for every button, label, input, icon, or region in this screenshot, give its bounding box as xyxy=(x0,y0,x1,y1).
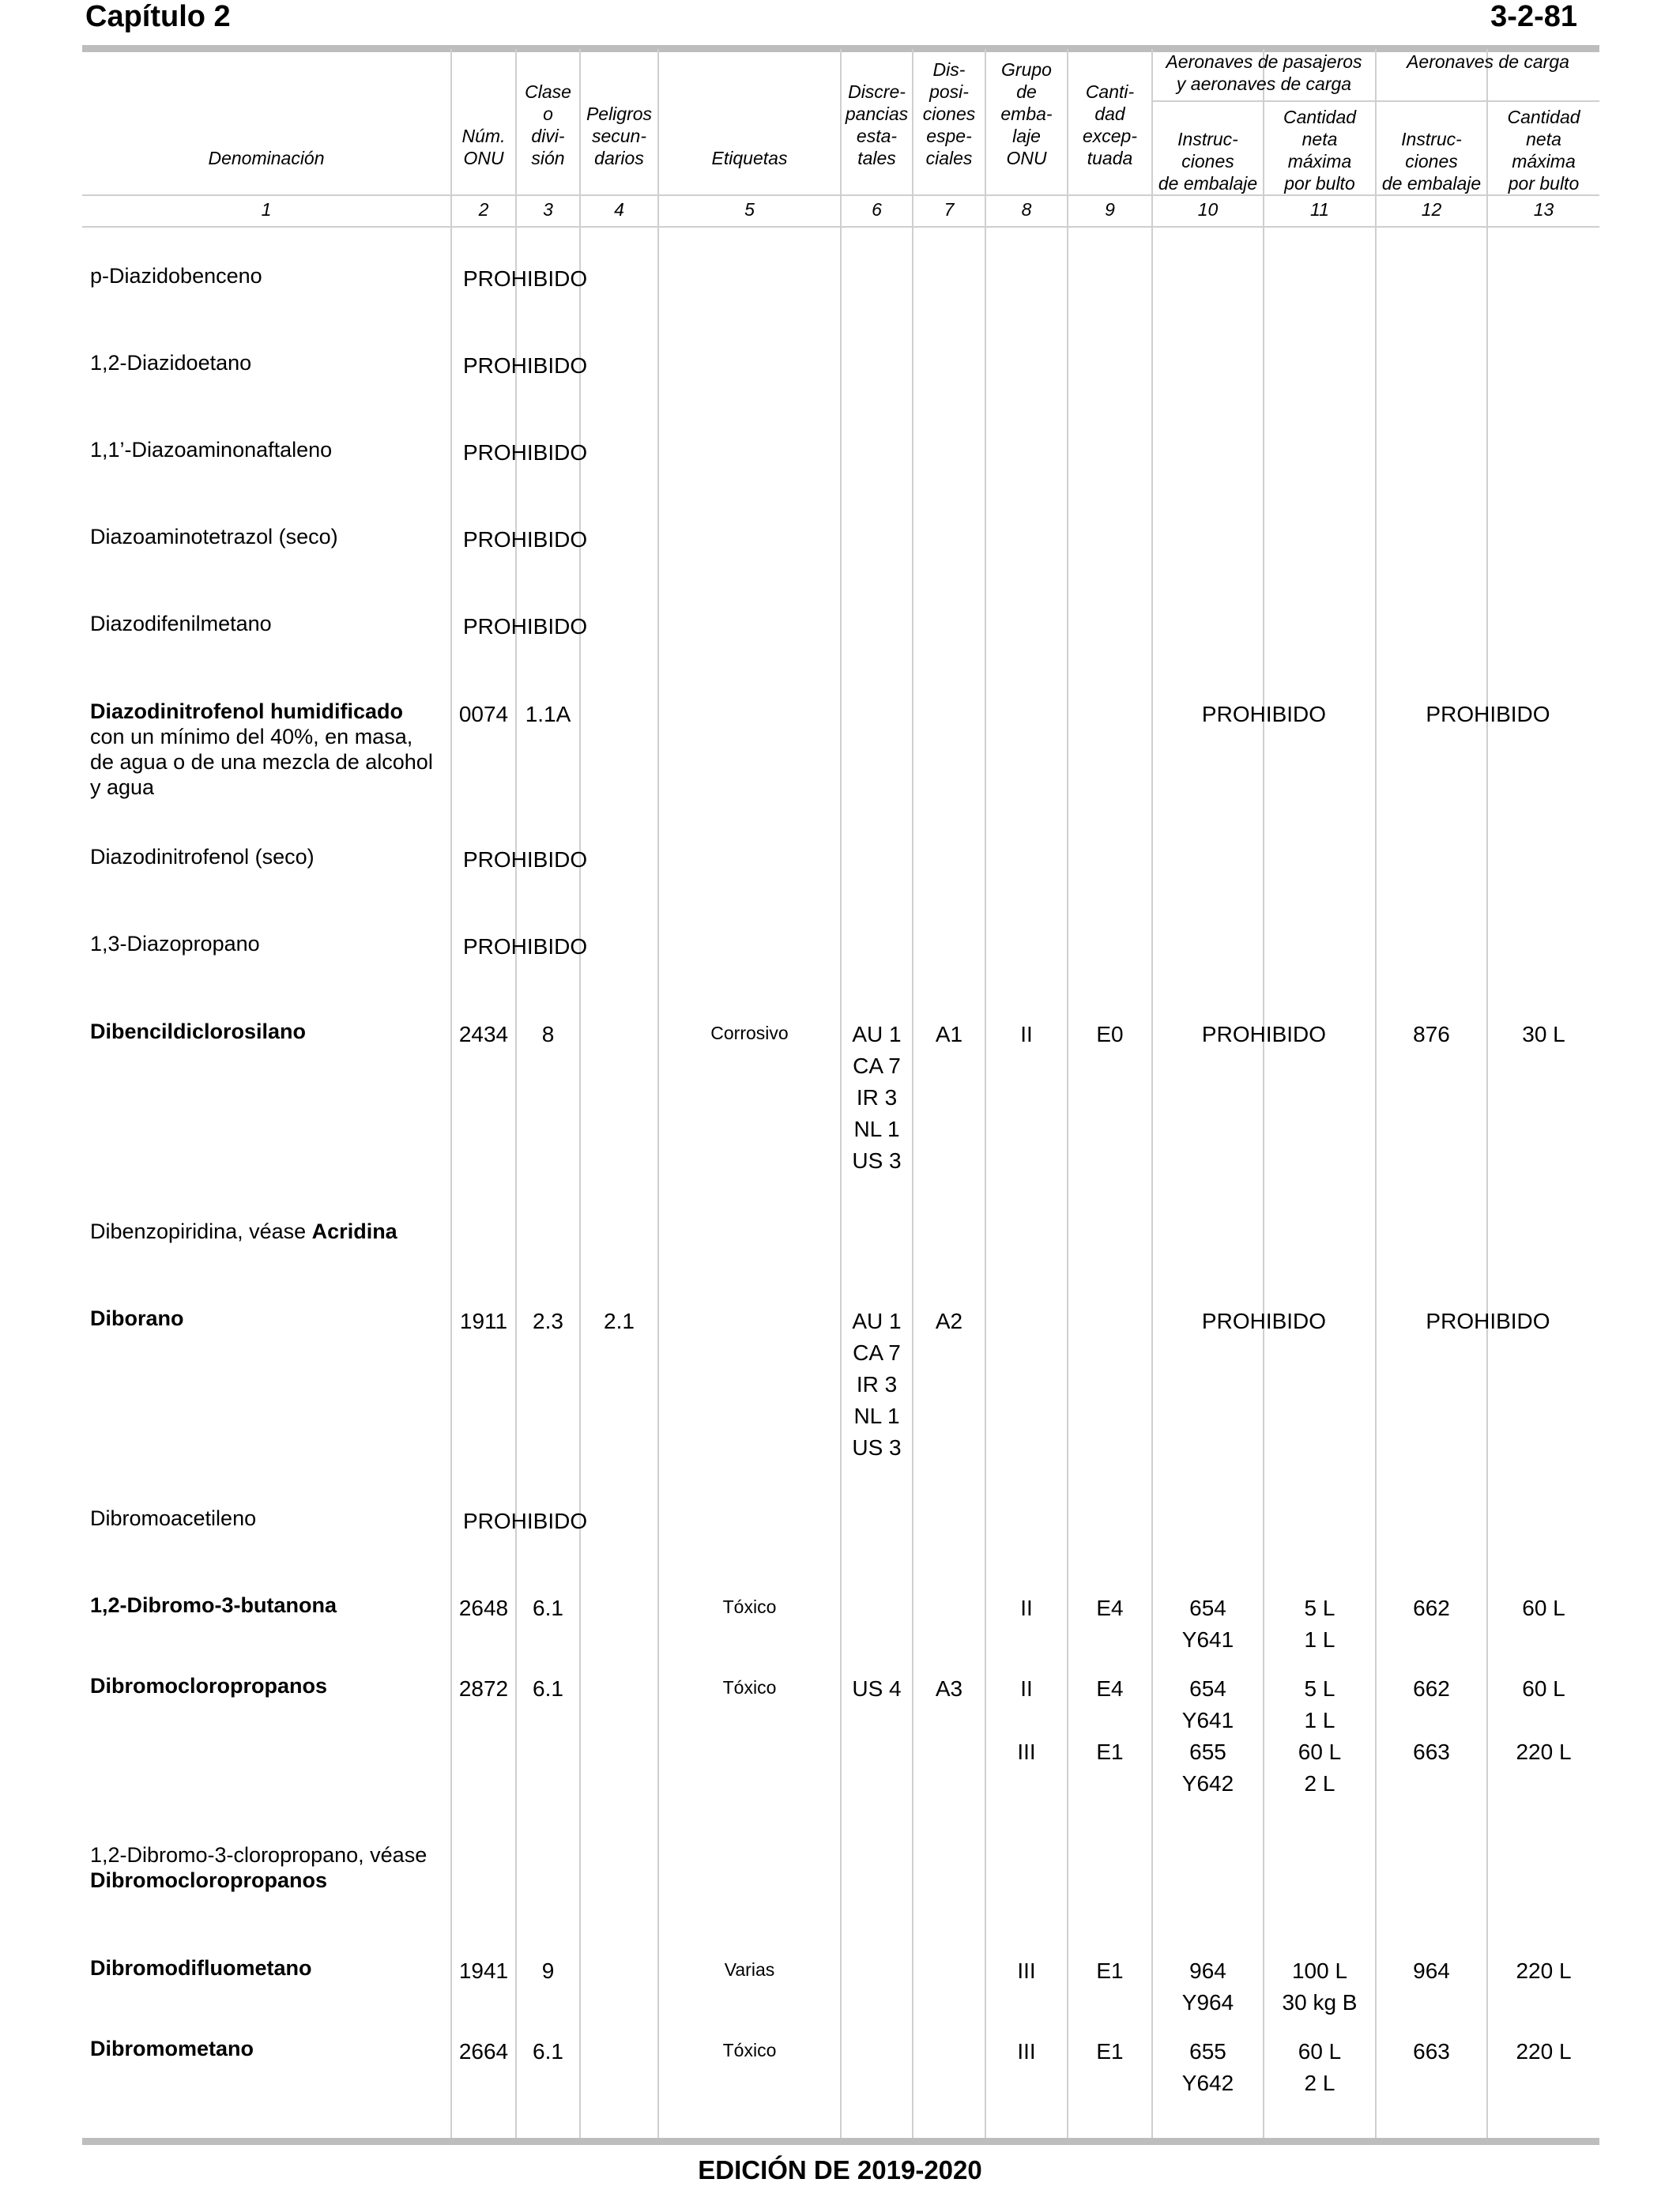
header-cantidad-cargo: Cantidad neta máxima por bulto xyxy=(1507,107,1580,194)
column-number: 1 xyxy=(261,199,272,220)
col-divider xyxy=(985,49,986,2138)
prohibited-text: PROHIBIDO xyxy=(463,353,588,378)
cargo-packing-instruction: 662 xyxy=(1413,1676,1450,1701)
un-number: 2872 xyxy=(458,1676,509,1701)
state-variations: AU 1 CA 7 IR 3 NL 1 US 3 xyxy=(852,1022,902,1173)
pax-max-quantity: 60 L 2 L xyxy=(1298,1740,1342,1796)
un-number: 2648 xyxy=(458,1596,509,1620)
label-text: Tóxico xyxy=(722,2040,777,2060)
cargo-max-quantity: 220 L xyxy=(1516,1958,1572,1983)
un-number: 2664 xyxy=(458,2039,509,2064)
col-divider xyxy=(1263,49,1264,2138)
prohibited-text: PROHIBIDO xyxy=(1201,1022,1327,1046)
chapter-title: Capítulo 2 xyxy=(85,0,231,33)
column-number: 11 xyxy=(1310,199,1329,220)
packing-group: II xyxy=(1020,1676,1033,1701)
header-cantidad-pax: Cantidad neta máxima por bulto xyxy=(1283,107,1357,194)
packing-group: III xyxy=(1017,1958,1036,1983)
pax-max-quantity: 100 L 30 kg B xyxy=(1282,1958,1358,2015)
prohibited-text: PROHIBIDO xyxy=(1201,702,1327,726)
cargo-packing-instruction: 663 xyxy=(1413,2039,1450,2064)
label-text: Tóxico xyxy=(722,1596,777,1617)
bottom-rule xyxy=(82,2138,1599,2145)
row-name xyxy=(90,1842,450,1893)
class-division: 1.1A xyxy=(525,702,571,726)
pax-packing-instruction: 655 Y642 xyxy=(1181,1740,1234,1796)
column-number: 10 xyxy=(1197,199,1219,220)
excepted-quantity: E4 xyxy=(1096,1596,1124,1620)
cargo-max-quantity: 60 L xyxy=(1522,1676,1565,1701)
row-name: 1,2-Dibromo-3-butanona xyxy=(90,1593,337,1617)
row-name: Diazodinitrofenol (seco) xyxy=(90,845,315,869)
pax-packing-instruction: 654 Y641 xyxy=(1181,1596,1234,1652)
cargo-packing-instruction: 662 xyxy=(1413,1596,1450,1620)
excepted-quantity: E1 xyxy=(1096,1740,1124,1764)
page-number: 3-2-81 xyxy=(1490,0,1577,33)
column-number: 12 xyxy=(1421,199,1442,220)
class-division: 6.1 xyxy=(533,2039,563,2064)
row-name-plain: 1,2-Dibromo-3-cloropropano, véase xyxy=(90,1843,428,1867)
edition-footer: EDICIÓN DE 2019-2020 xyxy=(698,2155,982,2185)
header-discrepancias: Discre- pancias esta- tales xyxy=(845,81,909,168)
row-name: 1,1’-Diazoaminonaftaleno xyxy=(90,438,333,462)
packing-group: III xyxy=(1017,2039,1036,2064)
header-peligros: Peligros secun- darios xyxy=(586,104,653,168)
special-provision: A1 xyxy=(935,1022,963,1046)
class-division: 6.1 xyxy=(533,1596,563,1620)
subsidiary-hazard: 2.1 xyxy=(604,1309,635,1333)
prohibited-text: PROHIBIDO xyxy=(463,1509,588,1533)
state-variations: AU 1 CA 7 IR 3 NL 1 US 3 xyxy=(852,1309,902,1460)
excepted-quantity: E4 xyxy=(1096,1676,1124,1701)
column-number: 2 xyxy=(478,199,489,220)
excepted-quantity: E1 xyxy=(1096,1958,1124,1983)
col-divider xyxy=(1486,49,1488,2138)
cargo-packing-instruction: 964 xyxy=(1413,1958,1450,1983)
column-number: 9 xyxy=(1105,199,1115,220)
row-name-detail: con un mínimo del 40%, en masa, de agua o de una mezcla de alcohol y agua xyxy=(90,725,433,799)
row-name-plain: Dibenzopiridina, véase xyxy=(90,1220,312,1243)
row-name: 1,2-Diazidoetano xyxy=(90,351,252,375)
column-number: 4 xyxy=(614,199,624,220)
prohibited-text: PROHIBIDO xyxy=(463,614,588,639)
un-number: 0074 xyxy=(458,702,509,726)
column-number-rule xyxy=(82,226,1599,228)
header-disposiciones: Dis- posi- ciones espe- ciales xyxy=(922,59,976,168)
col-divider xyxy=(1151,49,1153,2138)
column-number: 6 xyxy=(872,199,882,220)
row-name: Dibromodifluometano xyxy=(90,1956,312,1980)
header-denominacion: Denominación xyxy=(208,148,325,168)
packing-group: II xyxy=(1020,1022,1033,1046)
special-provision: A2 xyxy=(935,1309,963,1333)
row-name: Dibromocloropropanos xyxy=(90,1674,328,1698)
packing-group: III xyxy=(1017,1740,1036,1764)
un-number: 1941 xyxy=(458,1958,509,1983)
col-divider xyxy=(657,49,659,2138)
header-pasajeros-group: Aeronaves de pasajeros y aeronaves de carga xyxy=(1166,51,1362,94)
row-name: Diazodifenilmetano xyxy=(90,612,272,635)
col-divider xyxy=(1067,49,1068,2138)
header-instrucciones-pax: Instruc- ciones de embalaje xyxy=(1158,129,1258,194)
class-division: 2.3 xyxy=(533,1309,563,1333)
row-name: Diborano xyxy=(90,1306,184,1330)
row-name: Diazoaminotetrazol (seco) xyxy=(90,525,338,548)
header-instrucciones-cargo: Instruc- ciones de embalaje xyxy=(1381,129,1482,194)
cargo-packing-instruction: 876 xyxy=(1413,1022,1450,1046)
pax-packing-instruction: 654 Y641 xyxy=(1181,1676,1234,1732)
cargo-packing-instruction: 663 xyxy=(1413,1740,1450,1764)
prohibited-text: PROHIBIDO xyxy=(1426,1309,1550,1333)
prohibited-text: PROHIBIDO xyxy=(463,527,588,552)
column-number: 13 xyxy=(1533,199,1554,220)
row-name: Dibromoacetileno xyxy=(90,1506,257,1530)
prohibited-text: PROHIBIDO xyxy=(463,934,588,959)
header-grupo-embalaje: Grupo de emba- laje ONU xyxy=(1000,59,1053,168)
row-name xyxy=(90,699,450,800)
un-number: 2434 xyxy=(458,1022,509,1046)
label-text: Varias xyxy=(724,1959,775,1980)
special-provision: A3 xyxy=(935,1676,963,1701)
packing-group: II xyxy=(1020,1596,1033,1620)
prohibited-text: PROHIBIDO xyxy=(463,266,588,291)
label-text: Tóxico xyxy=(722,1677,777,1698)
column-number: 5 xyxy=(744,199,755,220)
cargo-max-quantity: 220 L xyxy=(1516,1740,1572,1764)
cargo-max-quantity: 220 L xyxy=(1516,2039,1572,2064)
header-num-onu: Núm. ONU xyxy=(461,126,506,168)
col-divider xyxy=(912,49,913,2138)
col-divider xyxy=(1375,49,1377,2138)
prohibited-text: PROHIBIDO xyxy=(463,847,588,872)
pax-max-quantity: 5 L 1 L xyxy=(1304,1676,1335,1732)
row-name-reference: Dibromocloropropanos xyxy=(90,1868,328,1892)
pax-packing-instruction: 964 Y964 xyxy=(1181,1958,1234,2015)
header-clase: Clase o divi- sión xyxy=(525,81,571,168)
row-name xyxy=(90,1219,397,1244)
header-carga-group: Aeronaves de carga xyxy=(1407,51,1569,72)
prohibited-text: PROHIBIDO xyxy=(1426,702,1550,726)
row-name: 1,3-Diazopropano xyxy=(90,932,260,956)
class-division: 6.1 xyxy=(533,1676,563,1701)
prohibited-text: PROHIBIDO xyxy=(463,440,588,465)
cargo-max-quantity: 60 L xyxy=(1522,1596,1565,1620)
class-division: 8 xyxy=(541,1022,555,1046)
column-number: 8 xyxy=(1021,199,1032,220)
pax-packing-instruction: 655 Y642 xyxy=(1181,2039,1234,2095)
row-name-reference: Acridina xyxy=(311,1220,397,1243)
header-rule xyxy=(82,194,1599,196)
row-name-bold: Diazodinitrofenol humidificado xyxy=(90,699,403,723)
excepted-quantity: E1 xyxy=(1096,2039,1124,2064)
header-cantidad-exceptuada: Canti- dad excep- tuada xyxy=(1082,81,1138,168)
column-number: 3 xyxy=(543,199,553,220)
row-name: Dibromometano xyxy=(90,2037,254,2060)
prohibited-text: PROHIBIDO xyxy=(1201,1309,1327,1333)
column-number: 7 xyxy=(944,199,955,220)
row-name: Dibencildiclorosilano xyxy=(90,1020,307,1043)
class-division: 9 xyxy=(541,1958,555,1983)
excepted-quantity: E0 xyxy=(1096,1022,1124,1046)
state-variations: US 4 xyxy=(852,1676,902,1701)
cargo-max-quantity: 30 L xyxy=(1522,1022,1565,1046)
row-name: p-Diazidobenceno xyxy=(90,264,262,288)
group-header-rule xyxy=(1151,100,1599,102)
header-etiquetas: Etiquetas xyxy=(711,148,788,168)
pax-max-quantity: 60 L 2 L xyxy=(1298,2039,1342,2095)
label-text: Corrosivo xyxy=(710,1023,789,1043)
pax-max-quantity: 5 L 1 L xyxy=(1304,1596,1335,1652)
un-number: 1911 xyxy=(459,1309,508,1333)
